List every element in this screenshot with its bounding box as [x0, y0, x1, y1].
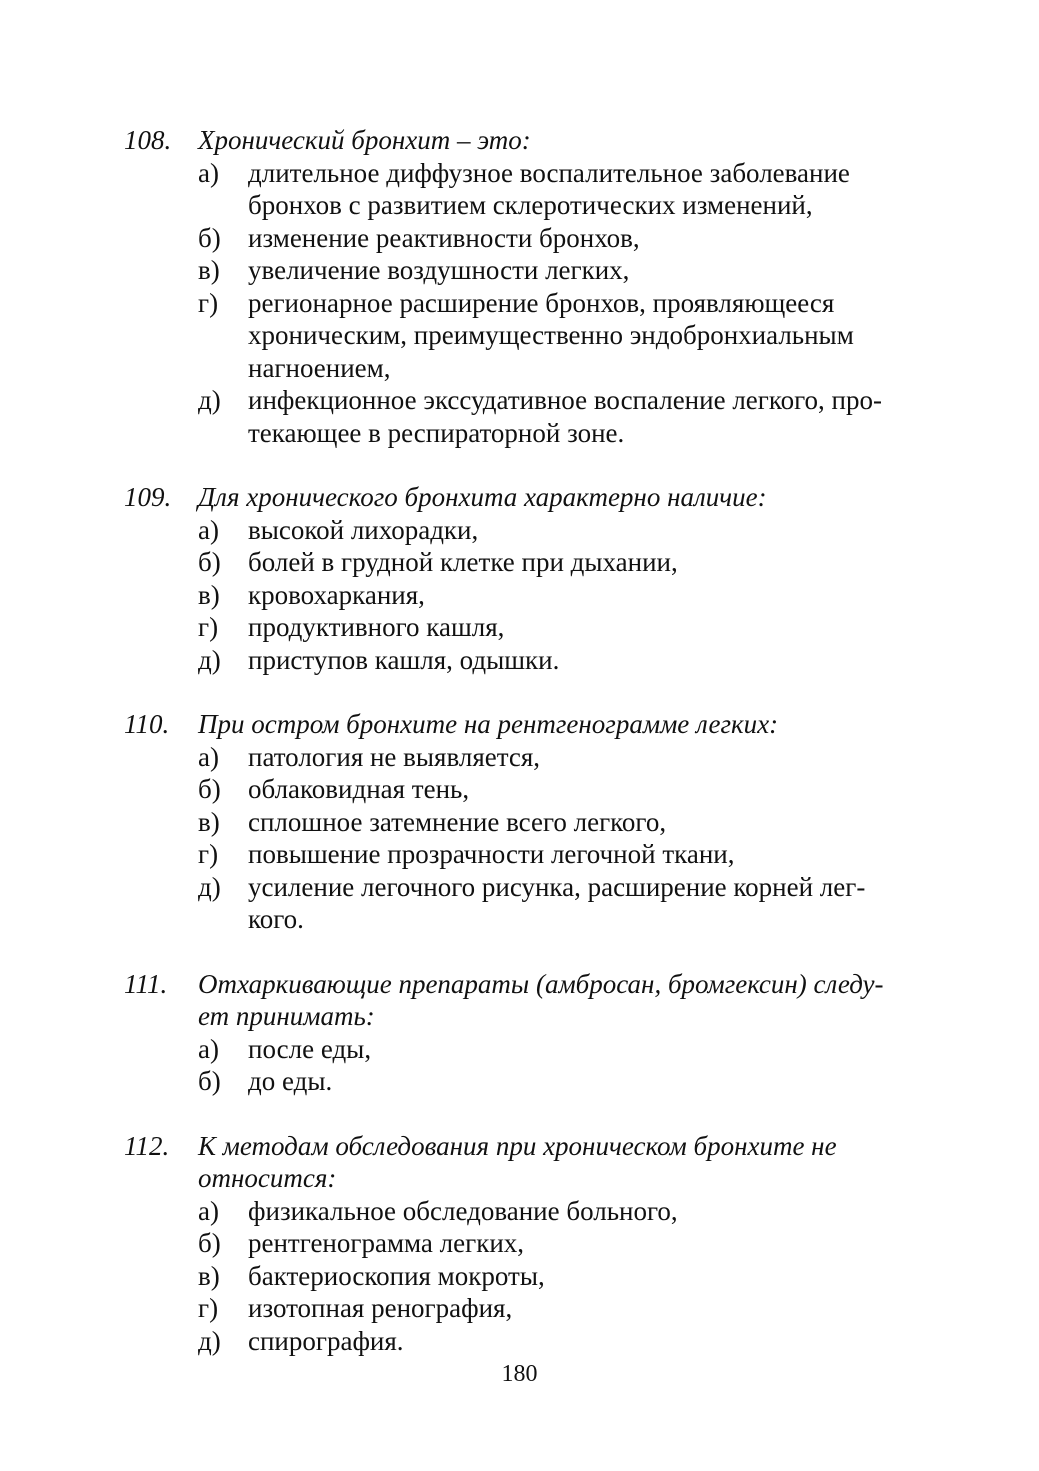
question-header — [124, 481, 924, 514]
option-letter: б) — [198, 1228, 221, 1258]
question-110 — [124, 708, 924, 936]
option-text: высокой лихорадки, — [248, 514, 479, 545]
option-text-line: длительное диффузное воспалительное заболевание — [248, 157, 850, 188]
option-text-line: регионарное расширение бронхов, проявляющееся — [248, 287, 835, 318]
option-text — [248, 384, 910, 449]
option-letter: а) — [198, 1033, 219, 1064]
answer-option — [198, 546, 924, 579]
question-109 — [124, 481, 924, 676]
option-text: рентгенограмма легких, — [248, 1228, 525, 1258]
answer-option — [198, 514, 924, 547]
answer-options — [198, 157, 924, 450]
answer-option — [198, 384, 924, 449]
option-text-line: изменение реактивности бронхов, — [248, 222, 640, 253]
answer-option — [198, 838, 924, 871]
answer-options — [198, 514, 924, 677]
option-letter: б) — [198, 774, 221, 804]
option-text: до еды. — [248, 1066, 333, 1096]
answer-options — [198, 1195, 924, 1358]
option-text — [248, 254, 910, 287]
answer-option — [198, 871, 924, 936]
question-text — [198, 968, 910, 1033]
option-text: болей в грудной клетке при дыхании, — [248, 547, 678, 577]
option-letter: а) — [198, 514, 219, 545]
option-text-line: инфекционное экссудативное воспаление легкого, про- — [248, 385, 882, 415]
option-letter: в) — [198, 255, 220, 285]
question-list — [124, 124, 924, 1389]
option-letter: д) — [198, 871, 221, 902]
answer-option — [198, 157, 924, 222]
option-text — [248, 157, 910, 222]
option-letter: а) — [198, 741, 219, 772]
option-text-line: нагноением, — [248, 352, 391, 383]
question-header — [124, 1130, 924, 1195]
option-text-line: бронхов с развитием склеротических изменений, — [248, 190, 813, 220]
option-letter: б) — [198, 1066, 221, 1096]
option-letter: г) — [198, 1293, 219, 1323]
option-text: после еды, — [248, 1033, 372, 1064]
option-letter: б) — [198, 547, 221, 577]
question-text: Для хронического бронхита характерно наличие: — [198, 482, 767, 512]
option-letter: в) — [198, 806, 220, 837]
page-number: 180 — [501, 1361, 538, 1387]
answer-option — [198, 579, 924, 612]
answer-option — [198, 741, 924, 774]
option-text — [248, 222, 910, 255]
question-number: 108. — [124, 125, 172, 155]
answer-option — [198, 611, 924, 644]
option-letter: г) — [198, 612, 219, 642]
option-letter: в) — [198, 579, 220, 610]
option-text — [248, 871, 910, 936]
option-text-line: кого. — [248, 904, 304, 934]
option-letter: г) — [198, 839, 219, 869]
answer-option — [198, 1325, 924, 1358]
answer-option — [198, 1292, 924, 1325]
option-text: бактериоскопия мокроты, — [248, 1260, 545, 1291]
answer-option — [198, 644, 924, 677]
answer-option — [198, 1065, 924, 1098]
question-108 — [124, 124, 924, 449]
option-letter: б) — [198, 222, 221, 253]
answer-option — [198, 1033, 924, 1066]
option-letter: г) — [198, 287, 219, 318]
answer-option — [198, 287, 924, 385]
option-letter: в) — [198, 1260, 220, 1291]
option-text: продуктивного кашля, — [248, 612, 505, 642]
question-header — [124, 124, 924, 157]
option-text: повышение прозрачности легочной ткани, — [248, 839, 735, 869]
answer-option — [198, 773, 924, 806]
answer-option — [198, 254, 924, 287]
question-text: При остром бронхите на рентгенограмме легких: — [198, 709, 779, 739]
question-text-line: Отхаркивающие препараты (амбросан, бромгексин) следу- — [198, 968, 884, 999]
question-number: 109. — [124, 482, 172, 512]
answer-options — [198, 741, 924, 936]
option-text-line: текающее в респираторной зоне. — [248, 417, 625, 448]
option-text — [248, 287, 910, 385]
answer-options — [198, 1033, 924, 1098]
answer-option — [198, 1227, 924, 1260]
option-letter: д) — [198, 1325, 221, 1356]
option-text: сплошное затемнение всего легкого, — [248, 806, 667, 837]
option-text-line: увеличение воздушности легких, — [248, 255, 630, 285]
answer-option — [198, 222, 924, 255]
question-text-line: ет принимать: — [198, 1001, 375, 1031]
question-header — [124, 708, 924, 741]
question-text — [198, 1130, 910, 1195]
option-text: патология не выявляется, — [248, 741, 541, 772]
question-number: 110. — [124, 709, 170, 739]
option-text-line: хроническим, преимущественно эндобронхиальным — [248, 320, 854, 350]
answer-option — [198, 806, 924, 839]
question-header — [124, 968, 924, 1033]
option-text: спирография. — [248, 1325, 404, 1356]
question-text: Хронический бронхит – это: — [198, 125, 531, 155]
question-number: 112. — [124, 1130, 170, 1161]
option-letter: а) — [198, 1195, 219, 1226]
option-letter: а) — [198, 157, 219, 188]
option-text: кровохаркания, — [248, 579, 425, 610]
question-text-line: относится: — [198, 1163, 337, 1193]
question-112 — [124, 1130, 924, 1358]
option-letter: д) — [198, 644, 221, 675]
question-111 — [124, 968, 924, 1098]
option-text: приступов кашля, одышки. — [248, 644, 560, 675]
option-text: облаковидная тень, — [248, 774, 470, 804]
option-text: физикальное обследование больного, — [248, 1195, 678, 1226]
option-text: изотопная ренография, — [248, 1293, 513, 1323]
question-number: 111. — [124, 968, 168, 999]
answer-option — [198, 1260, 924, 1293]
question-text-line: К методам обследования при хроническом бронхите не — [198, 1130, 837, 1161]
option-text-line: усиление легочного рисунка, расширение корней лег- — [248, 871, 866, 902]
answer-option — [198, 1195, 924, 1228]
option-letter: д) — [198, 385, 221, 415]
